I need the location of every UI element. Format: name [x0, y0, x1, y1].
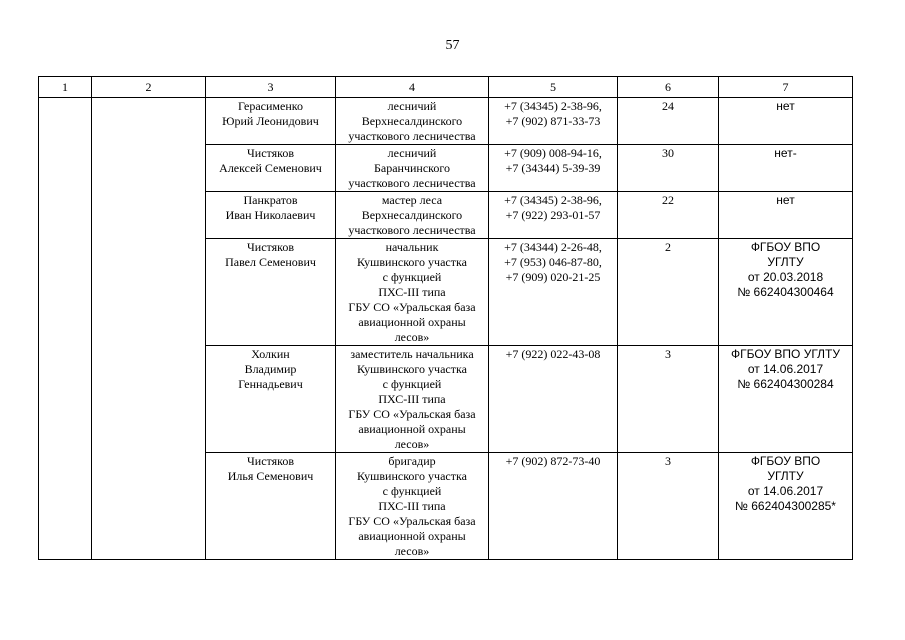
person-position: заместитель начальника Кушвинского участка с функцией ПХС-III типа ГБУ СО «Уральская база авиационной охраны лесов» — [336, 346, 489, 453]
column-header-3: 3 — [206, 77, 336, 98]
person-phones: +7 (34345) 2-38-96, +7 (922) 293-01-57 — [489, 192, 618, 239]
empty-cell-col2 — [92, 98, 206, 560]
column-header-5: 5 — [489, 77, 618, 98]
person-position: лесничий Верхнесалдинского участкового лесничества — [336, 98, 489, 145]
person-position: лесничий Баранчинского участкового лесничества — [336, 145, 489, 192]
person-phones: +7 (902) 872-73-40 — [489, 453, 618, 560]
person-name: Панкратов Иван Николаевич — [206, 192, 336, 239]
person-position: бригадир Кушвинского участка с функцией ПХС-III типа ГБУ СО «Уральская база авиационной охраны лесов» — [336, 453, 489, 560]
person-name: Герасименко Юрий Леонидович — [206, 98, 336, 145]
column-header-4: 4 — [336, 77, 489, 98]
person-name: Чистяков Илья Семенович — [206, 453, 336, 560]
personnel-table — [38, 76, 853, 560]
person-position: мастер леса Верхнесалдинского участкового лесничества — [336, 192, 489, 239]
column-header-6: 6 — [618, 77, 719, 98]
person-qualification: нет- — [719, 145, 853, 192]
person-experience: 3 — [618, 453, 719, 560]
person-experience: 22 — [618, 192, 719, 239]
page-number: 57 — [445, 38, 460, 53]
empty-cell-col1 — [39, 98, 92, 560]
person-qualification: ФГБОУ ВПО УГЛТУ от 14.06.2017 № 662404300284 — [719, 346, 853, 453]
person-phones: +7 (922) 022-43-08 — [489, 346, 618, 453]
column-header-2: 2 — [92, 77, 206, 98]
person-position: начальник Кушвинского участка с функцией ПХС-III типа ГБУ СО «Уральская база авиационной охраны лесов» — [336, 239, 489, 346]
table-row — [39, 98, 853, 145]
person-name: Чистяков Алексей Семенович — [206, 145, 336, 192]
person-name: Чистяков Павел Семенович — [206, 239, 336, 346]
person-phones: +7 (34344) 2-26-48, +7 (953) 046-87-80, +7 (909) 020-21-25 — [489, 239, 618, 346]
person-experience: 30 — [618, 145, 719, 192]
column-header-1: 1 — [39, 77, 92, 98]
person-name: Холкин Владимир Геннадьевич — [206, 346, 336, 453]
person-phones: +7 (34345) 2-38-96, +7 (902) 871-33-73 — [489, 98, 618, 145]
person-experience: 2 — [618, 239, 719, 346]
person-qualification: нет — [719, 192, 853, 239]
person-qualification: ФГБОУ ВПО УГЛТУ от 14.06.2017 № 662404300285* — [719, 453, 853, 560]
person-qualification: нет — [719, 98, 853, 145]
person-experience: 3 — [618, 346, 719, 453]
person-qualification: ФГБОУ ВПО УГЛТУ от 20.03.2018 № 662404300464 — [719, 239, 853, 346]
column-header-7: 7 — [719, 77, 853, 98]
person-experience: 24 — [618, 98, 719, 145]
person-phones: +7 (909) 008-94-16, +7 (34344) 5-39-39 — [489, 145, 618, 192]
table-header-row — [39, 77, 853, 98]
